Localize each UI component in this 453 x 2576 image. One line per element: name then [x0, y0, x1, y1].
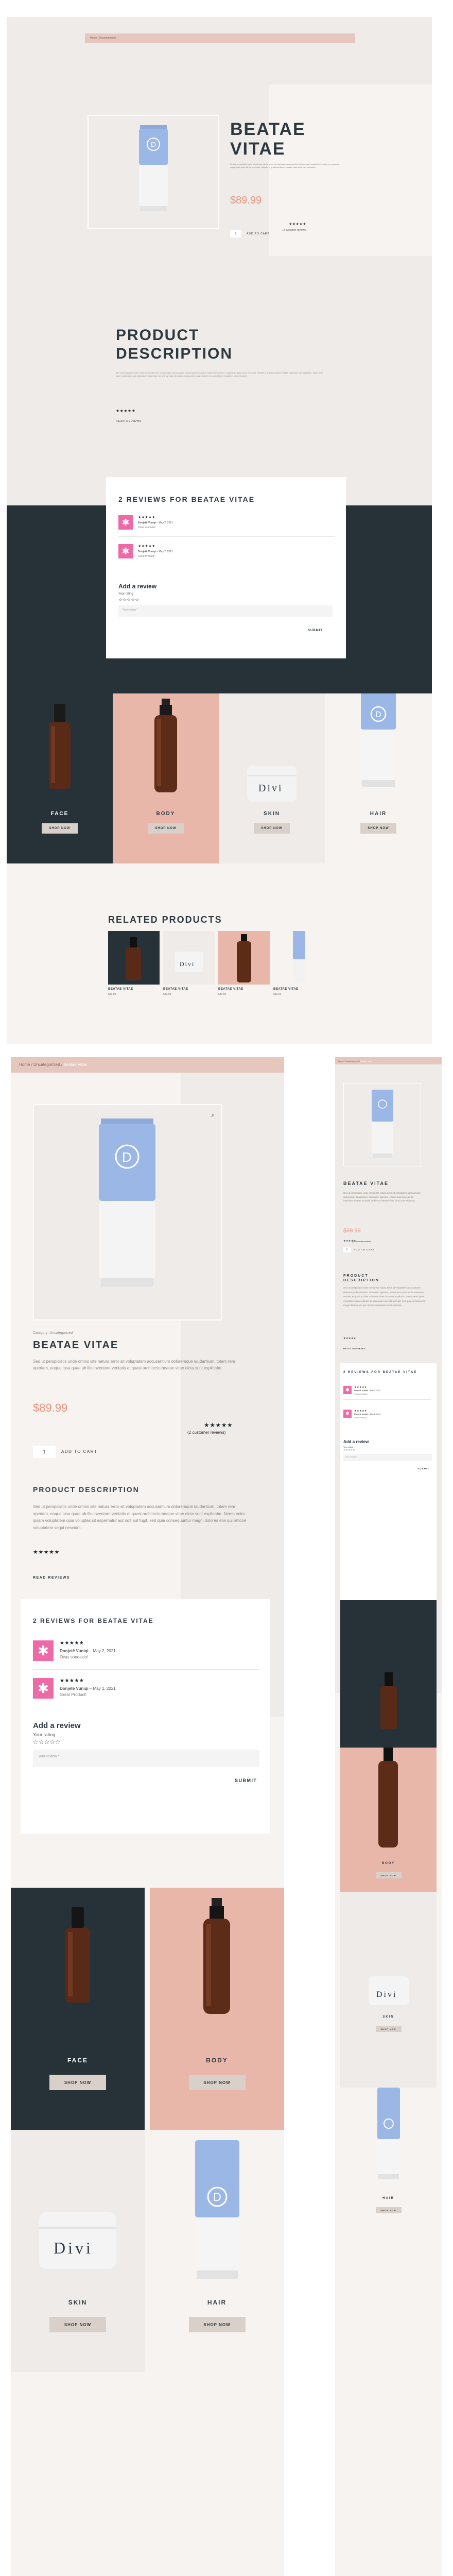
tube-illustration	[344, 1083, 421, 1166]
svg-text:D: D	[122, 1149, 132, 1165]
product-title: BEATAE VITAE	[343, 1181, 389, 1186]
add-review-title: Add a review	[33, 1721, 81, 1730]
svg-text:Divi: Divi	[180, 960, 195, 968]
submit-button[interactable]: SUBMIT	[235, 1778, 257, 1783]
product-rating-stars: ★★★★★	[289, 223, 306, 226]
breadcrumb-home[interactable]: Home	[90, 37, 97, 40]
dropper-bottle-icon	[47, 704, 73, 791]
related-title: RELATED PRODUCTS	[108, 914, 222, 925]
category-skin[interactable]: Divi SKIN SHOP NOW	[11, 2130, 145, 2372]
add-to-cart-button[interactable]: ADD TO CART	[61, 1449, 98, 1454]
shop-now-button[interactable]: SHOP NOW	[360, 823, 396, 834]
description-stars: ★★★★★	[33, 1549, 60, 1555]
related-product-card[interactable]	[218, 931, 270, 985]
quantity-input[interactable]: 1	[343, 1247, 351, 1252]
svg-text:D: D	[213, 2191, 221, 2204]
star-avatar-icon: ✱	[343, 1410, 352, 1418]
product-price: $89.99	[230, 195, 262, 206]
review-item: ✱ ★★★★★ Donjetë Vuniqi – May 2, 2021 Ovas sondaklo!	[33, 1640, 259, 1682]
category-body[interactable]: BODY SHOP NOW	[150, 1888, 284, 2130]
related-product-card[interactable]	[163, 931, 215, 985]
dropper-bottle-icon	[379, 1672, 398, 1729]
breadcrumb-home[interactable]: Home	[19, 1062, 30, 1067]
shop-now-button[interactable]: SHOP NOW	[189, 2075, 246, 2090]
category-face[interactable]: FACE SHOP NOW	[7, 693, 113, 863]
submit-button[interactable]: SUBMIT	[308, 629, 323, 632]
product-category: Category: Uncategorized	[33, 1331, 73, 1335]
product-price: $89.99	[33, 1401, 68, 1414]
your-rating-label: Your rating	[343, 1446, 354, 1448]
cream-jar-icon	[39, 2212, 116, 2269]
description-stars: ★★★★★	[116, 409, 136, 413]
description-title: PRODUCT DESCRIPTION	[343, 1274, 379, 1282]
svg-text:Divi: Divi	[54, 2239, 93, 2257]
star-avatar-icon: ✱	[118, 544, 133, 558]
review-item: ✱ ★★★★★ Donjetë Vuniqi – May 2, 2021 Great Product!	[343, 1410, 431, 1430]
shop-now-button[interactable]: SHOP NOW	[49, 2075, 106, 2090]
product-rating-stars: ★★★★★	[343, 1240, 356, 1243]
add-to-cart-button[interactable]: ADD TO CART	[247, 232, 270, 235]
breadcrumb: Home / Uncategorized / Beatae Vitae	[335, 1057, 442, 1064]
add-review-title: Add a review	[343, 1439, 369, 1444]
shop-now-button[interactable]: SHOP NOW	[189, 2317, 246, 2332]
breadcrumb-current: Beatae Vitae	[360, 1060, 372, 1062]
breadcrumb-category[interactable]: Uncategorized	[99, 37, 116, 40]
add-to-cart-button[interactable]: ADD TO CART	[354, 1248, 375, 1251]
product-short-description: Sed ut perspiciatis unde omnis iste natura error sit voluptatem accusantium doloremque laudantium, totam rem aperiam, eaque ipsa quae ab illo inventore veritatis et quasi architecto beatae vitae dicta sunt explicabo.	[33, 1359, 235, 1370]
category-skin[interactable]: Divi SKIN SHOP NOW	[340, 1892, 437, 2088]
shop-now-button[interactable]: SHOP NOW	[148, 823, 184, 834]
your-rating-label: Your rating	[33, 1732, 56, 1737]
dropper-bottle-icon	[63, 1907, 92, 2005]
submit-button[interactable]: SUBMIT	[417, 1467, 430, 1470]
product-image[interactable]	[33, 1104, 222, 1320]
rating-selector[interactable]: ☆☆☆☆☆	[33, 1738, 61, 1745]
shop-now-button[interactable]: SHOP NOW	[376, 1872, 402, 1878]
category-skin[interactable]: Divi SKIN SHOP NOW	[219, 693, 325, 863]
your-rating-label: Your rating	[118, 592, 133, 596]
star-avatar-icon: ✱	[33, 1678, 54, 1699]
category-hair[interactable]: D HAIR SHOP NOW	[325, 693, 432, 863]
product-review-count[interactable]: (2 customer reviews)	[187, 1430, 226, 1435]
shop-now-button[interactable]: SHOP NOW	[254, 823, 290, 834]
category-body[interactable]: BODY SHOP NOW	[113, 693, 219, 863]
cream-jar-icon	[247, 766, 297, 802]
rating-selector[interactable]: ☆☆☆☆☆	[343, 1449, 355, 1452]
tablet-layout	[11, 1057, 284, 2576]
product-title: BEATAE VITAE	[33, 1340, 119, 1351]
star-avatar-icon: ✱	[118, 515, 133, 530]
review-textarea[interactable]: Your review *	[343, 1454, 432, 1461]
breadcrumb-current: Beatae Vitae	[63, 1062, 87, 1067]
review-textarea[interactable]: Your review *	[33, 1750, 259, 1767]
tube-illustration	[34, 1105, 221, 1319]
reviews-title: 2 REVIEWS FOR BEATAE VITAE	[33, 1617, 154, 1624]
product-short-description: Sed ut perspiciatis unde omnis iste natura error sit voluptatem accusantium doloremque laudantium, totam rem aperiam, eaque ipsa quae ab illo inventore veritatis et quasi architecto beatae vitae dicta sunt explicabo.	[343, 1192, 421, 1202]
shop-now-button[interactable]: SHOP NOW	[49, 2317, 106, 2332]
review-item: ✱ ★★★★★ Donjetë Vuniqi – May 2, 2021 Ovas sondaklo!	[118, 515, 335, 546]
category-face[interactable]: FACE SHOP NOW	[11, 1888, 145, 2130]
product-image[interactable]	[343, 1083, 421, 1166]
pump-bottle-icon	[376, 1748, 400, 1851]
review-item: ✱ ★★★★★ Donjetë Vuniqi – May 2, 2021 Ovas sondaklo!	[343, 1386, 431, 1406]
category-hair[interactable]: D HAIR SHOP NOW	[150, 2130, 284, 2372]
reviews-title: 2 REVIEWS FOR BEATAE VITAE	[343, 1371, 417, 1374]
shop-now-button[interactable]: SHOP NOW	[376, 2026, 402, 2032]
breadcrumb: Home / Uncategorized	[85, 33, 355, 43]
rating-selector[interactable]: ☆☆☆☆☆	[118, 597, 140, 602]
read-reviews-link[interactable]: READ REVIEWS	[33, 1576, 71, 1580]
read-reviews-link[interactable]: READ REVIEWS	[116, 420, 142, 423]
svg-text:Divi: Divi	[376, 1990, 397, 1999]
description-title: PRODUCT DESCRIPTION	[116, 327, 233, 362]
mobile-layout	[335, 1057, 442, 2576]
svg-text:Divi: Divi	[258, 783, 283, 794]
tube-icon	[361, 693, 396, 789]
pump-bottle-icon	[200, 1898, 233, 2016]
tube-illustration	[89, 116, 218, 228]
related-product-card[interactable]	[273, 931, 325, 985]
star-avatar-icon: ✱	[33, 1640, 54, 1661]
pump-bottle-icon	[151, 699, 180, 796]
product-price: $89.99	[343, 1228, 361, 1234]
product-review-count[interactable]: (2 customer reviews)	[352, 1240, 372, 1243]
breadcrumb-category[interactable]: Uncategorized	[345, 1060, 359, 1062]
product-short-description: Sed ut perspiciatis unde omnis iste natura error sit voluptatem accusantium doloremque laudantium, totam rem aperiam, eaque ipsa quae ab illo inventore veritatis et quasi architecto beatae vitae dicta sunt explicabo.	[230, 163, 340, 168]
tube-icon	[377, 2088, 400, 2180]
reviews-title: 2 REVIEWS FOR BEATAE VITAE	[118, 495, 255, 503]
quantity-input[interactable]: 1	[230, 230, 241, 238]
desktop-layout: Home / Uncategorized D BEATAE VITAE Sed ut perspiciatis unde omnis iste natura error sit voluptatem accusantium doloremque laudantium, totam rem aperiam, eaque ipsa quae ab illo inventore veritatis et quasi architecto beatae vitae dicta sunt explicabo. $89.99 ★★★★★ (2 customer reviews) 1 ADD TO CART PRODUCT DESCRIPTION Sed ut perspiciatis unde omnis iste natura error sit voluptatem accusantium doloremque laudantium, totam rem aperiam, eaque ipsa quae ab illo inventore veritatis et quasi architecto beatae vitae dicta sunt explicabo. Nemo enim ipsam voluptatem quia voluptas sit aspernatur aut odit aut fugit, sed quia consequuntur magni dolores eos qui ratione voluptatem sequi nesciunt. ★★★★★ READ REVIEWS 2 REVIEWS FOR BEATAE VITAE ✱ ★★★★★ Donjetë Vuniqi – May 2, 2021 Ovas sondaklo! ✱ ★★★★★ Donjetë Vuniqi – May 2, 2021 Great Product! Add a review Your rating ☆☆☆☆☆ Your review * SUBMIT FACE SHOP NOW BODY SHOP NOW Divi SKIN SHOP NOW D HAIR SHOP NOW RELATED PRODUCTS Divi BEATAE VITAE $89.99 BEATAE VITAE $89.99 BEATAE VITAE $89.99 BEATAE VITAE $89.99	[7, 17, 432, 1044]
description-title: PRODUCT DESCRIPTION	[33, 1485, 140, 1494]
review-item: ✱ ★★★★★ Donjetë Vuniqi – May 2, 2021 Great Product!	[33, 1678, 259, 1719]
product-title: BEATAE VITAE	[230, 120, 306, 159]
breadcrumb-category[interactable]: Uncategorized	[33, 1062, 60, 1067]
reviews-panel	[340, 1363, 437, 1600]
reviews-panel	[21, 1599, 270, 1834]
tube-icon	[195, 2140, 239, 2279]
category-body[interactable]: BODY SHOP NOW	[340, 1748, 437, 1892]
shop-now-button[interactable]: SHOP NOW	[376, 2207, 402, 2213]
svg-text:D: D	[375, 710, 381, 719]
read-reviews-link[interactable]: READ REVIEWS	[343, 1347, 365, 1350]
cream-jar-icon	[369, 1976, 409, 2005]
category-hair[interactable]: HAIR SHOP NOW	[340, 2088, 437, 2304]
description-text: Sed ut perspiciatis unde omnis iste natura error sit voluptatem accusantium doloremque laudantium, totam rem aperiam, eaque ipsa quae ab illo inventore veritatis et quasi architecto beatae vitae dicta sunt explicabo. Nemo enim ipsam voluptatem quia voluptas sit aspernatur aut odit aut fugit, sed quia consequuntur magni dolores eos qui ratione voluptatem sequi nesciunt.	[33, 1504, 247, 1530]
reviews-panel	[106, 477, 346, 658]
product-rating-stars: ★★★★★	[204, 1421, 233, 1429]
search-icon[interactable]: ⌕	[211, 1111, 215, 1118]
breadcrumb: Home / Uncategorized / Beatae Vitae	[11, 1057, 284, 1073]
related-product-card[interactable]	[108, 931, 160, 985]
review-textarea[interactable]: Your review *	[118, 605, 333, 617]
add-review-title: Add a review	[118, 583, 157, 590]
description-text: Sed ut perspiciatis unde omnis iste natura error sit voluptatem accusantium doloremque laudantium, totam rem aperiam, eaque ipsa quae ab illo inventore veritatis et quasi architecto beatae vitae dicta sunt explicabo. Nemo enim ipsam voluptatem quia voluptas sit aspernatur aut odit aut fugit, sed quia consequuntur magni dolores eos qui ratione voluptatem sequi nesciunt.	[116, 371, 324, 377]
description-text: Sed ut perspiciatis unde omnis iste natura error sit voluptatem accusantium doloremque laudantium, totam rem aperiam, eaque ipsa quae ab illo inventore veritatis et quasi architecto beatae vitae dicta sunt explicabo. Nemo enim ipsam voluptatem quia voluptas sit aspernatur aut odit aut fugit, sed quia consequuntur magni dolores eos qui ratione voluptatem sequi nesciunt.	[343, 1286, 426, 1307]
svg-text:D: D	[151, 140, 156, 148]
breadcrumb-home[interactable]: Home	[338, 1060, 344, 1062]
star-avatar-icon: ✱	[343, 1386, 352, 1394]
shop-now-button[interactable]: SHOP NOW	[42, 823, 78, 834]
product-review-count[interactable]: (2 customer reviews)	[283, 229, 307, 232]
product-image[interactable]	[88, 115, 219, 229]
review-item: ✱ ★★★★★ Donjetë Vuniqi – May 2, 2021 Great Product!	[118, 544, 335, 575]
description-stars: ★★★★★	[343, 1337, 356, 1340]
quantity-input[interactable]: 1	[33, 1446, 56, 1458]
